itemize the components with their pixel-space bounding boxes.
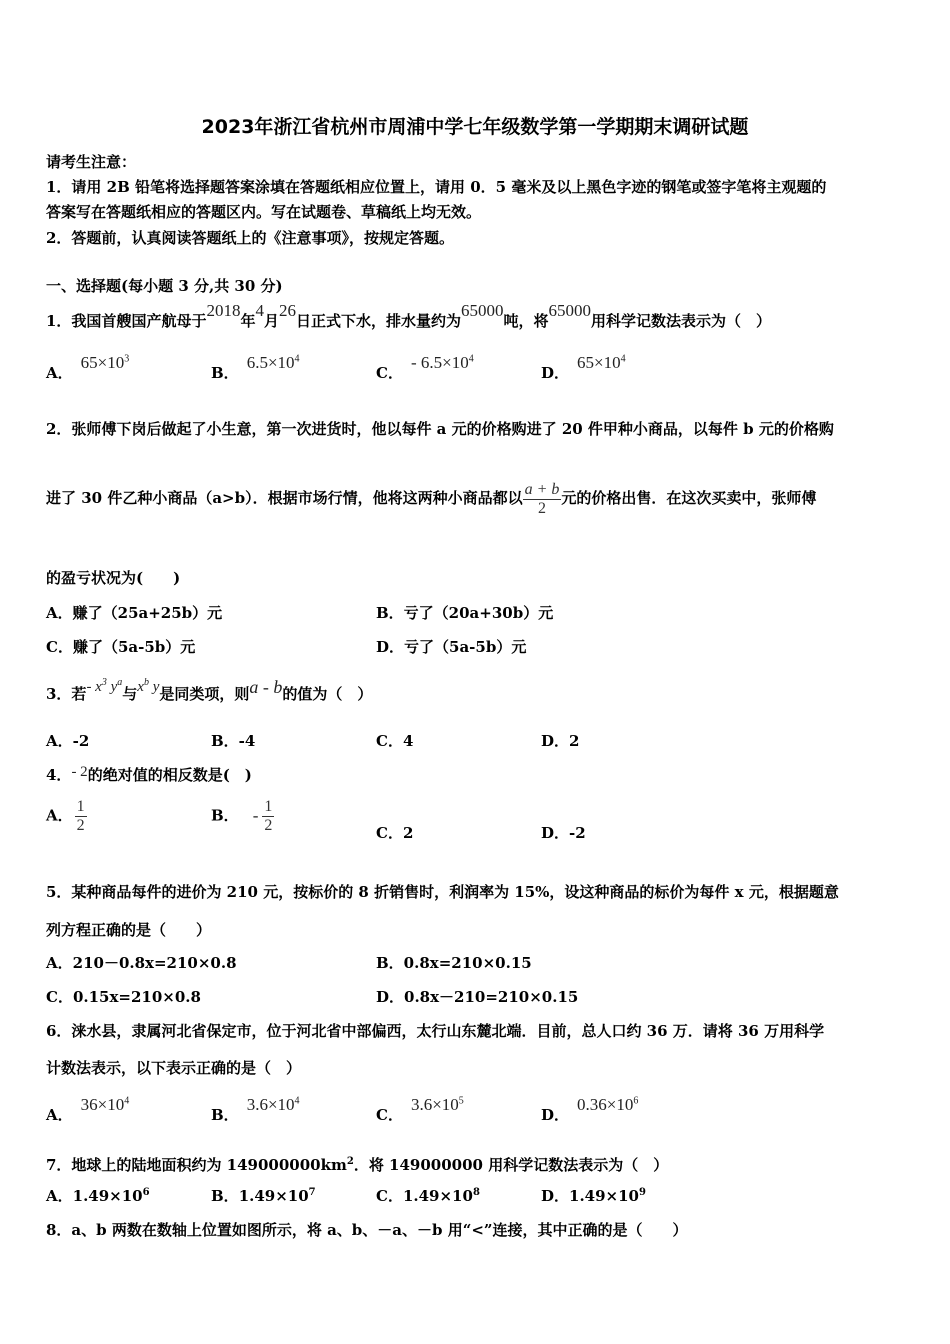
q6-option-b[interactable]: B．$3.6\times 10^4$	[211, 1095, 300, 1124]
q3-option-c[interactable]: C．4	[376, 732, 414, 750]
question-5-line-1: 5．某种商品每件的进价为 210 元，按标价的 8 折销售时，利润率为 15%，设这种商品的标价为每件 x 元，根据题意	[46, 883, 839, 901]
q7-option-d[interactable]: D．$1.49\times 10^9$	[541, 1187, 646, 1205]
q6-option-a[interactable]: A．$36\times 10^4$	[46, 1095, 130, 1124]
question-2-line-2: 进了 30 件乙种小商品（a>b）．根据市场行情，他将这两种小商品都以 $\frac{a + b}{2}$ 元的价格出售．在这次买卖中，张师傅	[46, 480, 817, 517]
q3-option-a[interactable]: A．-2	[46, 732, 90, 750]
q3-option-b[interactable]: B．-4	[211, 732, 256, 750]
q4-option-d[interactable]: D．-2	[541, 824, 586, 842]
q2-option-c[interactable]: C．赚了（5a-5b）元	[46, 638, 196, 656]
q2-option-a[interactable]: A．赚了（25a+25b）元	[46, 604, 223, 622]
question-6-line-2: 计数法表示，以下表示正确的是（ ）	[46, 1059, 302, 1077]
q6-option-c[interactable]: C．$3.6\times 10^5$	[376, 1095, 464, 1124]
question-5-line-2: 列方程正确的是（ ）	[46, 921, 212, 939]
q1-option-b[interactable]: B．$6.5\times 10^4$	[211, 353, 300, 382]
q6-option-d[interactable]: D．$0.36\times 10^6$	[541, 1095, 639, 1124]
q7-option-a[interactable]: A．$1.49\times 10^6$	[46, 1187, 150, 1205]
notice-item-1b: 答案写在答题纸相应的答题区内。写在试题卷、草稿纸上均无效。	[46, 203, 482, 221]
q2-option-b[interactable]: B．亏了（20a+30b）元	[376, 604, 554, 622]
q1-option-d[interactable]: D．$65\times 10^4$	[541, 353, 626, 382]
question-7: 7．地球上的陆地面积约为 $149000000km^2$．将 149000000 用科学记数法表示为（ ）	[46, 1156, 669, 1174]
q5-option-c[interactable]: C．0.15x=210×0.8	[46, 988, 201, 1006]
page-title: 2023年浙江省杭州市周浦中学七年级数学第一学期期末调研试题	[201, 116, 749, 138]
question-6-line-1: 6．涞水县，隶属河北省保定市，位于河北省中部偏西，太行山东麓北端．目前，总人口约 36 万．请将 36 万用科学	[46, 1022, 825, 1040]
q5-option-b[interactable]: B．0.8x=210×0.15	[376, 954, 532, 972]
q7-option-b[interactable]: B．$1.49\times 10^7$	[211, 1187, 316, 1205]
q4-option-c[interactable]: C．2	[376, 824, 414, 842]
section-heading: 一、选择题(每小题 3 分,共 30 分)	[46, 277, 283, 295]
notice-heading: 请考生注意：	[46, 153, 137, 171]
question-2-line-3: 的盈亏状况为( )	[46, 569, 181, 587]
question-3: 3．若- $x^3$ $y^a$与$x^b$ y是同类项，则a - b的值为（ ）	[46, 677, 373, 703]
question-1: 1．我国首艘国产航母于2018年4月26日正式下水，排水量约为65000吨，将65000用科学记数法表示为（ ）	[46, 301, 772, 330]
q4-option-b[interactable]: B． - $\frac{1}{2}$	[211, 798, 273, 834]
question-2-line-1: 2．张师傅下岗后做起了小生意，第一次进货时，他以每件 a 元的价格购进了 20 件甲种小商品，以每件 b 元的价格购	[46, 420, 834, 438]
notice-item-1a: 1．请用 2B 铅笔将选择题答案涂填在答题纸相应位置上，请用 0．5 毫米及以上黑色字迹的钢笔或签字笔将主观题的	[46, 178, 827, 196]
q3-option-d[interactable]: D．2	[541, 732, 580, 750]
question-4: 4．- 2的绝对值的相反数是( )	[46, 764, 252, 784]
question-8: 8．a、b 两数在数轴上位置如图所示，将 a、b、－a、－b 用“<”连接，其中正确的是（ ）	[46, 1221, 688, 1239]
q1-option-c[interactable]: C．- $6.5\times 10^4$	[376, 353, 474, 382]
q4-option-a[interactable]: A． $\frac{1}{2}$	[46, 798, 85, 834]
q7-option-c[interactable]: C．$1.49\times 10^8$	[376, 1187, 480, 1205]
q1-option-a[interactable]: A．$65\times 10^3$	[46, 353, 130, 382]
fraction: $\frac{a + b}{2}$	[524, 480, 560, 517]
q2-option-d[interactable]: D．亏了（5a-5b）元	[376, 638, 527, 656]
q5-option-a[interactable]: A．210－0.8x=210×0.8	[46, 954, 237, 972]
notice-item-2: 2．答题前，认真阅读答题纸上的《注意事项》，按规定答题。	[46, 229, 454, 247]
q5-option-d[interactable]: D．0.8x－210=210×0.15	[376, 988, 579, 1006]
